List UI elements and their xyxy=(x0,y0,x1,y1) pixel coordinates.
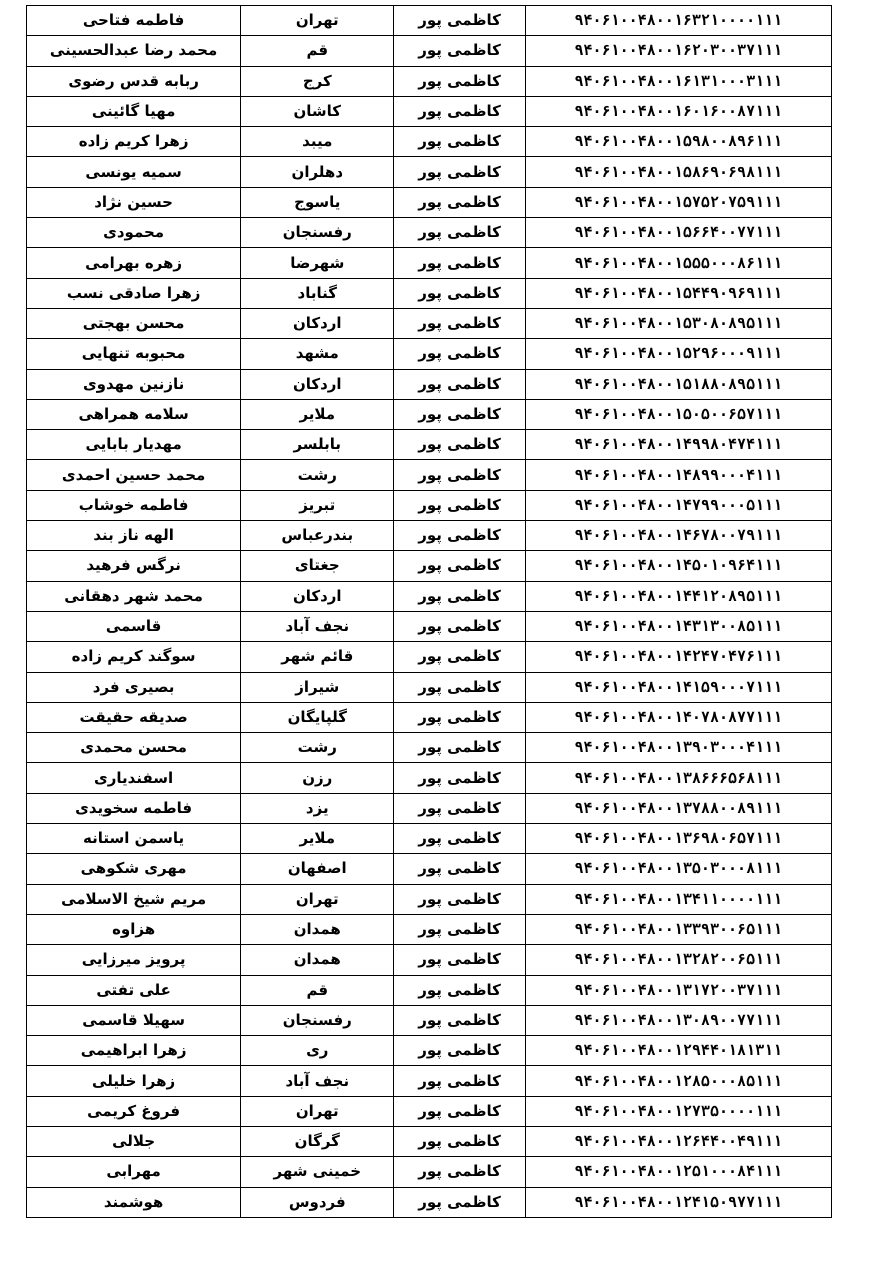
table-row xyxy=(27,460,832,490)
recipient-name-cell: مهری شکوهی xyxy=(27,854,241,884)
table-row xyxy=(27,1157,832,1187)
recipient-name-cell: نازنین مهدوی xyxy=(27,369,241,399)
recipient-name-cell: محمد حسین احمدی xyxy=(27,460,241,490)
city-cell: کاشان xyxy=(241,96,394,126)
recipient-name-cell: مهیا گائینی xyxy=(27,96,241,126)
sender-cell: کاظمی پور xyxy=(394,611,525,641)
city-cell: اردکان xyxy=(241,308,394,338)
recipient-name-cell: محمد شهر دهقانی xyxy=(27,581,241,611)
sender-cell: کاظمی پور xyxy=(394,581,525,611)
sender-cell: کاظمی پور xyxy=(394,339,525,369)
recipient-name-cell: زهرا خلیلی xyxy=(27,1066,241,1096)
recipient-name-cell: محمودی xyxy=(27,218,241,248)
sender-cell: کاظمی پور xyxy=(394,1187,525,1217)
sender-cell: کاظمی پور xyxy=(394,1036,525,1066)
table-row xyxy=(27,975,832,1005)
table-row xyxy=(27,611,832,641)
tracking-code-cell: ۹۴۰۶۱۰۰۴۸۰۰۱۳۰۸۹۰۰۷۷۱۱۱ xyxy=(525,1005,831,1035)
sender-cell: کاظمی پور xyxy=(394,551,525,581)
city-cell: خمینی شهر xyxy=(241,1157,394,1187)
city-cell: شیراز xyxy=(241,672,394,702)
city-cell: شهرضا xyxy=(241,248,394,278)
sender-cell: کاظمی پور xyxy=(394,672,525,702)
recipient-name-cell: حسین نژاد xyxy=(27,187,241,217)
tracking-code-cell: ۹۴۰۶۱۰۰۴۸۰۰۱۳۳۹۳۰۰۶۵۱۱۱ xyxy=(525,914,831,944)
recipient-name-cell: زهرا صادقی نسب xyxy=(27,278,241,308)
sender-cell: کاظمی پور xyxy=(394,521,525,551)
table-row xyxy=(27,672,832,702)
table-row xyxy=(27,733,832,763)
sender-cell: کاظمی پور xyxy=(394,308,525,338)
table-row xyxy=(27,1126,832,1156)
city-cell: قم xyxy=(241,36,394,66)
sender-cell: کاظمی پور xyxy=(394,399,525,429)
city-cell: همدان xyxy=(241,914,394,944)
table-row xyxy=(27,339,832,369)
tracking-code-cell: ۹۴۰۶۱۰۰۴۸۰۰۱۲۵۱۰۰۰۸۴۱۱۱ xyxy=(525,1157,831,1187)
table-row xyxy=(27,278,832,308)
tracking-code-cell: ۹۴۰۶۱۰۰۴۸۰۰۱۲۷۳۵۰۰۰۰۱۱۱ xyxy=(525,1096,831,1126)
table-row xyxy=(27,1005,832,1035)
city-cell: میبد xyxy=(241,127,394,157)
tracking-code-cell: ۹۴۰۶۱۰۰۴۸۰۰۱۵۹۸۰۰۸۹۶۱۱۱ xyxy=(525,127,831,157)
tracking-code-cell: ۹۴۰۶۱۰۰۴۸۰۰۱۳۲۸۲۰۰۶۵۱۱۱ xyxy=(525,945,831,975)
table-row xyxy=(27,521,832,551)
city-cell: رشت xyxy=(241,733,394,763)
tracking-code-cell: ۹۴۰۶۱۰۰۴۸۰۰۱۲۶۴۴۰۰۴۹۱۱۱ xyxy=(525,1126,831,1156)
city-cell: تبریز xyxy=(241,490,394,520)
tracking-code-cell: ۹۴۰۶۱۰۰۴۸۰۰۱۶۱۳۱۰۰۰۳۱۱۱ xyxy=(525,66,831,96)
table-row xyxy=(27,36,832,66)
city-cell: فردوس xyxy=(241,1187,394,1217)
tracking-code-cell: ۹۴۰۶۱۰۰۴۸۰۰۱۳۱۷۲۰۰۳۷۱۱۱ xyxy=(525,975,831,1005)
recipient-name-cell: هزاوه xyxy=(27,914,241,944)
records-table xyxy=(26,5,832,1218)
recipient-name-cell: محبوبه تنهایی xyxy=(27,339,241,369)
sender-cell: کاظمی پور xyxy=(394,975,525,1005)
table-row xyxy=(27,157,832,187)
table-row xyxy=(27,1187,832,1217)
city-cell: تهران xyxy=(241,6,394,36)
tracking-code-cell: ۹۴۰۶۱۰۰۴۸۰۰۱۵۱۸۸۰۸۹۵۱۱۱ xyxy=(525,369,831,399)
recipient-name-cell: قاسمی xyxy=(27,611,241,641)
table-row xyxy=(27,1036,832,1066)
tracking-code-cell: ۹۴۰۶۱۰۰۴۸۰۰۱۵۴۴۹۰۹۶۹۱۱۱ xyxy=(525,278,831,308)
city-cell: اصفهان xyxy=(241,854,394,884)
recipient-name-cell: سوگند کریم زاده xyxy=(27,642,241,672)
recipient-name-cell: علی تفتی xyxy=(27,975,241,1005)
city-cell: گرگان xyxy=(241,1126,394,1156)
tracking-code-cell: ۹۴۰۶۱۰۰۴۸۰۰۱۴۱۵۹۰۰۰۷۱۱۱ xyxy=(525,672,831,702)
tracking-code-cell: ۹۴۰۶۱۰۰۴۸۰۰۱۳۵۰۳۰۰۰۸۱۱۱ xyxy=(525,854,831,884)
sender-cell: کاظمی پور xyxy=(394,490,525,520)
recipient-name-cell: ربابه قدس رضوی xyxy=(27,66,241,96)
recipient-name-cell: فروغ کریمی xyxy=(27,1096,241,1126)
tracking-code-cell: ۹۴۰۶۱۰۰۴۸۰۰۱۵۲۹۶۰۰۰۹۱۱۱ xyxy=(525,339,831,369)
table-row xyxy=(27,399,832,429)
city-cell: ملایر xyxy=(241,824,394,854)
recipient-name-cell: یاسمن استانه xyxy=(27,824,241,854)
tracking-code-cell: ۹۴۰۶۱۰۰۴۸۰۰۱۴۲۴۷۰۴۷۶۱۱۱ xyxy=(525,642,831,672)
sender-cell: کاظمی پور xyxy=(394,824,525,854)
tracking-code-cell: ۹۴۰۶۱۰۰۴۸۰۰۱۴۰۷۸۰۸۷۷۱۱۱ xyxy=(525,702,831,732)
sender-cell: کاظمی پور xyxy=(394,127,525,157)
table-row xyxy=(27,6,832,36)
tracking-code-cell: ۹۴۰۶۱۰۰۴۸۰۰۱۵۷۵۲۰۷۵۹۱۱۱ xyxy=(525,187,831,217)
sender-cell: کاظمی پور xyxy=(394,1157,525,1187)
sender-cell: کاظمی پور xyxy=(394,187,525,217)
sender-cell: کاظمی پور xyxy=(394,1005,525,1035)
sender-cell: کاظمی پور xyxy=(394,793,525,823)
sender-cell: کاظمی پور xyxy=(394,36,525,66)
tracking-code-cell: ۹۴۰۶۱۰۰۴۸۰۰۱۵۳۰۸۰۸۹۵۱۱۱ xyxy=(525,308,831,338)
city-cell: مشهد xyxy=(241,339,394,369)
sender-cell: کاظمی پور xyxy=(394,884,525,914)
table-row xyxy=(27,187,832,217)
city-cell: همدان xyxy=(241,945,394,975)
table-row xyxy=(27,127,832,157)
recipient-name-cell: هوشمند xyxy=(27,1187,241,1217)
tracking-code-cell: ۹۴۰۶۱۰۰۴۸۰۰۱۴۹۹۸۰۴۷۴۱۱۱ xyxy=(525,430,831,460)
table-row xyxy=(27,763,832,793)
city-cell: قائم شهر xyxy=(241,642,394,672)
recipient-name-cell: فاطمه فتاحی xyxy=(27,6,241,36)
table-row xyxy=(27,1066,832,1096)
city-cell: تهران xyxy=(241,1096,394,1126)
table-row xyxy=(27,248,832,278)
tracking-code-cell: ۹۴۰۶۱۰۰۴۸۰۰۱۴۳۱۳۰۰۸۵۱۱۱ xyxy=(525,611,831,641)
city-cell: گناباد xyxy=(241,278,394,308)
city-cell: رفسنجان xyxy=(241,218,394,248)
recipient-name-cell: سهیلا قاسمی xyxy=(27,1005,241,1035)
recipient-name-cell: بصیری فرد xyxy=(27,672,241,702)
table-row xyxy=(27,642,832,672)
tracking-code-cell: ۹۴۰۶۱۰۰۴۸۰۰۱۶۰۱۶۰۰۸۷۱۱۱ xyxy=(525,96,831,126)
sender-cell: کاظمی پور xyxy=(394,1066,525,1096)
table-row xyxy=(27,884,832,914)
table-row xyxy=(27,369,832,399)
table-row xyxy=(27,218,832,248)
city-cell: نجف آباد xyxy=(241,611,394,641)
table-row xyxy=(27,854,832,884)
tracking-code-cell: ۹۴۰۶۱۰۰۴۸۰۰۱۳۴۱۱۰۰۰۰۱۱۱ xyxy=(525,884,831,914)
sender-cell: کاظمی پور xyxy=(394,369,525,399)
tracking-code-cell: ۹۴۰۶۱۰۰۴۸۰۰۱۴۵۰۱۰۹۶۴۱۱۱ xyxy=(525,551,831,581)
recipient-name-cell: سمیه یونسی xyxy=(27,157,241,187)
table-row xyxy=(27,702,832,732)
city-cell: یزد xyxy=(241,793,394,823)
city-cell: قم xyxy=(241,975,394,1005)
recipient-name-cell: محسن محمدی xyxy=(27,733,241,763)
sender-cell: کاظمی پور xyxy=(394,460,525,490)
city-cell: رفسنجان xyxy=(241,1005,394,1035)
recipient-name-cell: محمد رضا عبدالحسینی xyxy=(27,36,241,66)
city-cell: رشت xyxy=(241,460,394,490)
city-cell: رزن xyxy=(241,763,394,793)
table-row xyxy=(27,96,832,126)
recipient-name-cell: جلالی xyxy=(27,1126,241,1156)
tracking-code-cell: ۹۴۰۶۱۰۰۴۸۰۰۱۵۰۵۰۰۶۵۷۱۱۱ xyxy=(525,399,831,429)
recipient-name-cell: زهرا ابراهیمی xyxy=(27,1036,241,1066)
sender-cell: کاظمی پور xyxy=(394,945,525,975)
tracking-code-cell: ۹۴۰۶۱۰۰۴۸۰۰۱۴۴۱۲۰۸۹۵۱۱۱ xyxy=(525,581,831,611)
recipient-name-cell: زهره بهرامی xyxy=(27,248,241,278)
tracking-code-cell: ۹۴۰۶۱۰۰۴۸۰۰۱۲۹۴۴۰۱۸۱۳۱۱ xyxy=(525,1036,831,1066)
sender-cell: کاظمی پور xyxy=(394,248,525,278)
city-cell: یاسوج xyxy=(241,187,394,217)
recipient-name-cell: محسن بهجتی xyxy=(27,308,241,338)
tracking-code-cell: ۹۴۰۶۱۰۰۴۸۰۰۱۴۶۷۸۰۰۷۹۱۱۱ xyxy=(525,521,831,551)
tracking-code-cell: ۹۴۰۶۱۰۰۴۸۰۰۱۵۸۶۹۰۶۹۸۱۱۱ xyxy=(525,157,831,187)
city-cell: گلپایگان xyxy=(241,702,394,732)
table-row xyxy=(27,1096,832,1126)
tracking-code-cell: ۹۴۰۶۱۰۰۴۸۰۰۱۵۵۵۰۰۰۸۶۱۱۱ xyxy=(525,248,831,278)
recipient-name-cell: مهدیار بابایی xyxy=(27,430,241,460)
sender-cell: کاظمی پور xyxy=(394,1126,525,1156)
tracking-code-cell: ۹۴۰۶۱۰۰۴۸۰۰۱۳۶۹۸۰۶۵۷۱۱۱ xyxy=(525,824,831,854)
sender-cell: کاظمی پور xyxy=(394,430,525,460)
sender-cell: کاظمی پور xyxy=(394,854,525,884)
sender-cell: کاظمی پور xyxy=(394,157,525,187)
tracking-code-cell: ۹۴۰۶۱۰۰۴۸۰۰۱۳۹۰۳۰۰۰۴۱۱۱ xyxy=(525,733,831,763)
table-row xyxy=(27,581,832,611)
sender-cell: کاظمی پور xyxy=(394,642,525,672)
table-row xyxy=(27,551,832,581)
city-cell: بابلسر xyxy=(241,430,394,460)
table-row xyxy=(27,914,832,944)
city-cell: ملایر xyxy=(241,399,394,429)
recipient-name-cell: نرگس فرهید xyxy=(27,551,241,581)
city-cell: دهلران xyxy=(241,157,394,187)
city-cell: اردکان xyxy=(241,369,394,399)
city-cell: بندرعباس xyxy=(241,521,394,551)
tracking-code-cell: ۹۴۰۶۱۰۰۴۸۰۰۱۴۸۹۹۰۰۰۴۱۱۱ xyxy=(525,460,831,490)
table-row xyxy=(27,66,832,96)
recipient-name-cell: مهرابی xyxy=(27,1157,241,1187)
sender-cell: کاظمی پور xyxy=(394,66,525,96)
sender-cell: کاظمی پور xyxy=(394,702,525,732)
recipient-name-cell: فاطمه خوشاب xyxy=(27,490,241,520)
sender-cell: کاظمی پور xyxy=(394,96,525,126)
city-cell: جغتای xyxy=(241,551,394,581)
table-row xyxy=(27,793,832,823)
city-cell: کرج xyxy=(241,66,394,96)
city-cell: نجف آباد xyxy=(241,1066,394,1096)
table-row xyxy=(27,945,832,975)
recipient-name-cell: سلامه همراهی xyxy=(27,399,241,429)
sender-cell: کاظمی پور xyxy=(394,6,525,36)
tracking-code-cell: ۹۴۰۶۱۰۰۴۸۰۰۱۳۷۸۸۰۰۸۹۱۱۱ xyxy=(525,793,831,823)
recipient-name-cell: فاطمه سخویدی xyxy=(27,793,241,823)
recipient-name-cell: پرویز میرزایی xyxy=(27,945,241,975)
city-cell: تهران xyxy=(241,884,394,914)
table-row xyxy=(27,490,832,520)
tracking-code-cell: ۹۴۰۶۱۰۰۴۸۰۰۱۵۶۶۴۰۰۷۷۱۱۱ xyxy=(525,218,831,248)
sender-cell: کاظمی پور xyxy=(394,278,525,308)
sender-cell: کاظمی پور xyxy=(394,763,525,793)
tracking-code-cell: ۹۴۰۶۱۰۰۴۸۰۰۱۶۳۲۱۰۰۰۰۱۱۱ xyxy=(525,6,831,36)
table-row xyxy=(27,824,832,854)
tracking-code-cell: ۹۴۰۶۱۰۰۴۸۰۰۱۲۸۵۰۰۰۸۵۱۱۱ xyxy=(525,1066,831,1096)
tracking-code-cell: ۹۴۰۶۱۰۰۴۸۰۰۱۳۸۶۶۶۵۶۸۱۱۱ xyxy=(525,763,831,793)
recipient-name-cell: صدیقه حقیقت xyxy=(27,702,241,732)
sender-cell: کاظمی پور xyxy=(394,914,525,944)
city-cell: ری xyxy=(241,1036,394,1066)
sender-cell: کاظمی پور xyxy=(394,218,525,248)
table-row xyxy=(27,430,832,460)
recipient-name-cell: اسفندیاری xyxy=(27,763,241,793)
tracking-code-cell: ۹۴۰۶۱۰۰۴۸۰۰۱۴۷۹۹۰۰۰۵۱۱۱ xyxy=(525,490,831,520)
records-table-body xyxy=(27,6,832,1218)
recipient-name-cell: الهه ناز بند xyxy=(27,521,241,551)
tracking-code-cell: ۹۴۰۶۱۰۰۴۸۰۰۱۶۲۰۳۰۰۳۷۱۱۱ xyxy=(525,36,831,66)
recipient-name-cell: مریم شیخ الاسلامی xyxy=(27,884,241,914)
sender-cell: کاظمی پور xyxy=(394,733,525,763)
recipient-name-cell: زهرا کریم زاده xyxy=(27,127,241,157)
sender-cell: کاظمی پور xyxy=(394,1096,525,1126)
tracking-code-cell: ۹۴۰۶۱۰۰۴۸۰۰۱۲۴۱۵۰۹۷۷۱۱۱ xyxy=(525,1187,831,1217)
city-cell: اردکان xyxy=(241,581,394,611)
table-row xyxy=(27,308,832,338)
